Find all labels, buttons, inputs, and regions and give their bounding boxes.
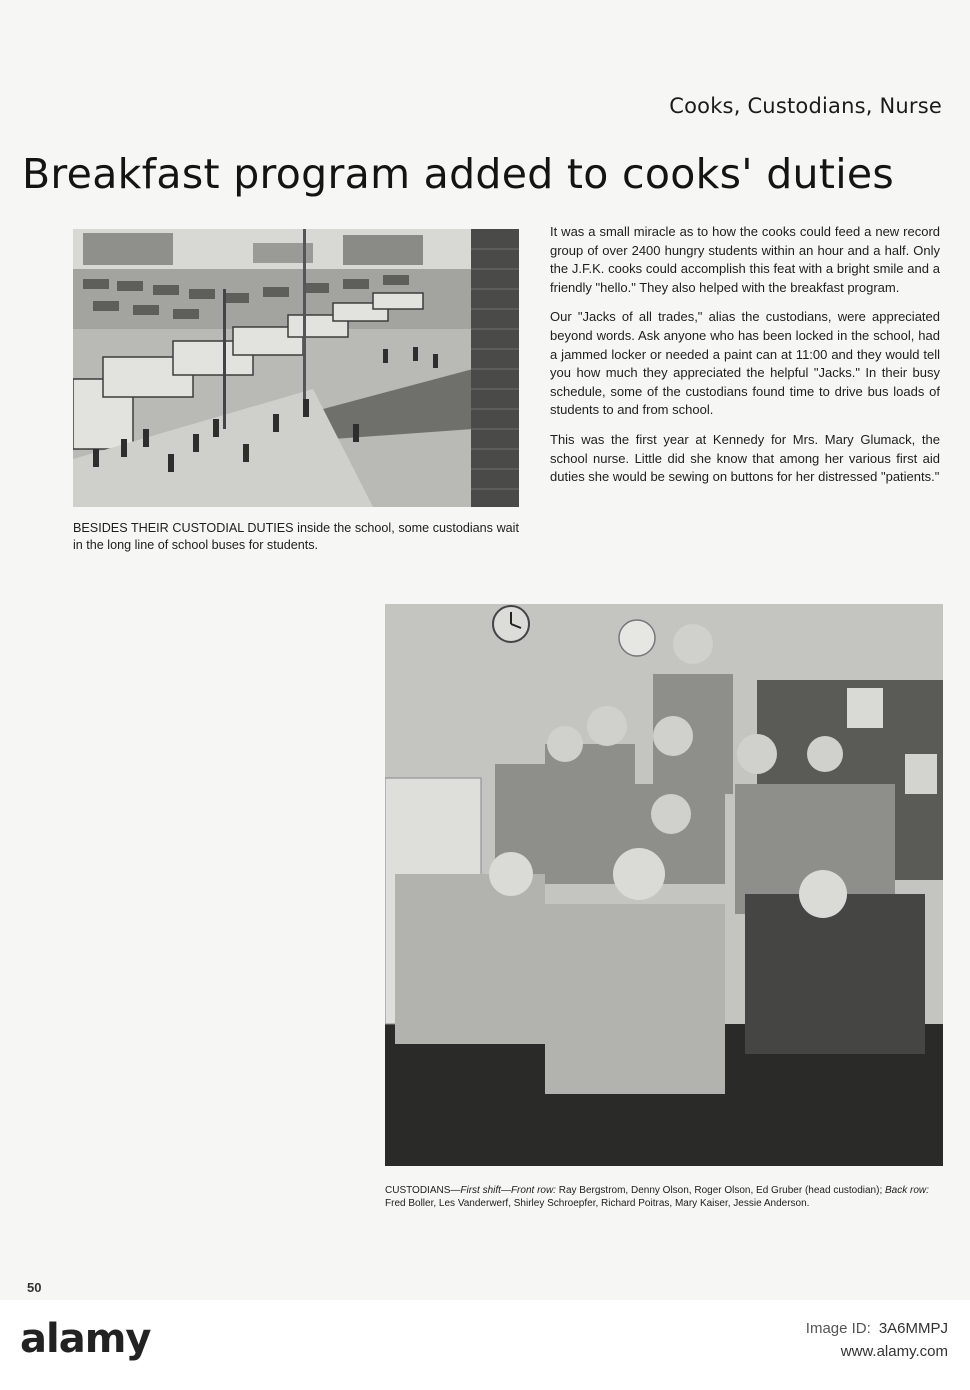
article-body (550, 223, 940, 498)
image-id-value: 3A6MMPJ (878, 1320, 948, 1337)
article-paragraph: It was a small miracle as to how the cooks could feed a new record group of over 2400 hungry students within an hour and a half. Only the J.F.K. cooks could accomplish this feat with a bright smile and a friendly "hello." They also helped with the breakfast program. (550, 224, 940, 295)
image-id-label: Image ID: (805, 1320, 871, 1337)
custodians-caption (385, 1184, 943, 1211)
alamy-logo: alamy (20, 1316, 151, 1362)
caption-text: inside the school, some custodians wait in the long line of school buses for students. (73, 521, 519, 552)
photo-school-buses (73, 229, 519, 507)
bus-photo-caption (73, 520, 519, 554)
section-label: Cooks, Custodians, Nurse (669, 94, 942, 118)
caption-back-row: Fred Boller, Les Vanderwerf, Shirley Schroepfer, Richard Poitras, Mary Kaiser, Jessie Anderson. (385, 1198, 810, 1210)
image-meta (548, 1320, 948, 1360)
school-buses-image (73, 229, 519, 507)
caption-lead: CUSTODIANS— (385, 1185, 461, 1196)
site-url[interactable]: www.alamy.com (840, 1343, 948, 1360)
article-paragraph: This was the first year at Kennedy for Mrs. Mary Glumack, the school nurse. Little did she know that among her various first aid duties she would be sewing on buttons for her distressed "patients." (550, 431, 940, 485)
stock-footer (0, 1300, 970, 1390)
caption-back-label: Back row: (885, 1185, 929, 1196)
article-paragraph: Our "Jacks of all trades," alias the custodians, were appreciated beyond words. Ask anyone who has been locked in the school, had a jammed locker or needed a paint can at 11:00 and they would tell you how much they appreciated the helpful "Jacks." In their busy schedule, some of the custodians found time to drive bus loads of students to and from school. (550, 309, 940, 418)
page-number: 50 (27, 1280, 42, 1295)
caption-shift: First shift—Front row: (460, 1185, 556, 1196)
custodians-group-image (385, 604, 943, 1166)
image-id-row (548, 1320, 948, 1337)
caption-lead: BESIDES THEIR CUSTODIAL DUTIES (73, 521, 294, 535)
page-headline: Breakfast program added to cooks' duties (22, 150, 895, 198)
caption-front-row: Ray Bergstrom, Denny Olson, Roger Olson, Ed Gruber (head custodian); (555, 1185, 886, 1196)
photo-custodians-group (385, 604, 943, 1166)
